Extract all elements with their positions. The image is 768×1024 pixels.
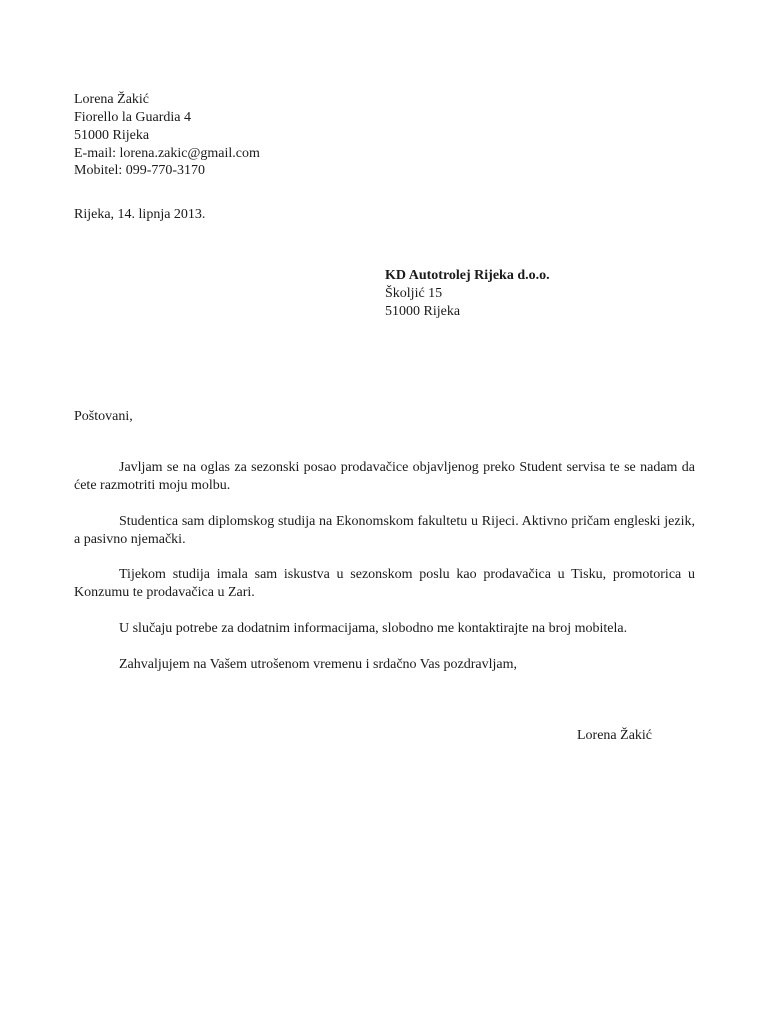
sender-email: E-mail: lorena.zakic@gmail.com xyxy=(74,146,260,161)
sender-name: Lorena Žakić xyxy=(74,92,150,107)
salutation: Poštovani, xyxy=(74,409,133,424)
body-paragraph-4: U slučaju potrebe za dodatnim informacijama, slobodno me kontaktirajte na broj mobitela. xyxy=(119,621,628,636)
sender-city: 51000 Rijeka xyxy=(74,128,150,143)
recipient-city: 51000 Rijeka xyxy=(385,304,461,319)
body-paragraph-2: Studentica sam diplomskog studija na Ekonomskom fakultetu u Rijeci. Aktivno pričam engleski jezik, a pasivno njemački. xyxy=(74,514,695,547)
letter-date: Rijeka, 14. lipnja 2013. xyxy=(74,207,206,222)
body-paragraph-3: Tijekom studija imala sam iskustva u sezonskom poslu kao prodavačica u Tisku, promotorica u Konzumu te prodavačica u Zari. xyxy=(74,567,695,600)
body-paragraph-1: Javljam se na oglas za sezonski posao prodavačice objavljenog preko Student servisa te se nadam da ćete razmotriti moju molbu. xyxy=(74,460,695,493)
signature-name: Lorena Žakić xyxy=(577,728,653,743)
sender-phone: Mobitel: 099-770-3170 xyxy=(74,163,206,178)
sender-street: Fiorello la Guardia 4 xyxy=(74,110,192,125)
recipient-name: KD Autotrolej Rijeka d.o.o. xyxy=(385,268,550,283)
body-paragraph-5: Zahvaljujem na Vašem utrošenom vremenu i srdačno Vas pozdravljam, xyxy=(119,657,517,672)
recipient-street: Školjić 15 xyxy=(385,286,443,301)
